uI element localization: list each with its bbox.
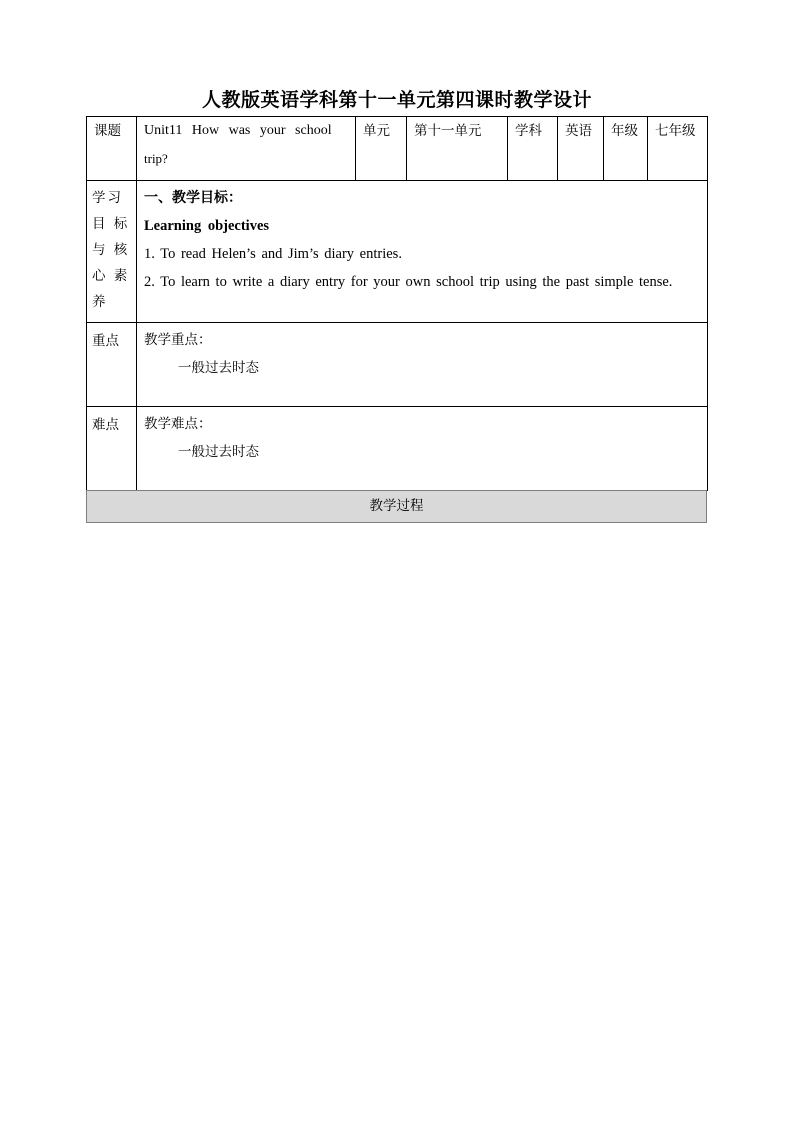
difficult-points-content (137, 407, 708, 491)
topic-value-line1: Unit11 How was your school (144, 123, 332, 138)
key-points-text: 一般过去时态 (178, 360, 259, 376)
unit-label: 单元 (356, 117, 407, 181)
objectives-row (87, 181, 708, 323)
difficult-points-label: 难点 (87, 407, 137, 491)
topic-value-line2: trip? (144, 151, 168, 166)
objectives-heading: 一、教学目标： (144, 190, 242, 206)
objectives-label-line: 心 素 (92, 268, 130, 284)
grade-value: 七年级 (648, 117, 708, 181)
objectives-label-line: 目 标 (92, 216, 130, 232)
objectives-label-line: 学习 (92, 190, 123, 206)
teaching-process-bar: 教学过程 (86, 490, 707, 523)
grade-label: 年级 (604, 117, 648, 181)
objectives-label-line: 养 (92, 294, 108, 310)
lesson-plan-table (86, 116, 708, 491)
topic-value (137, 117, 356, 181)
topic-label: 课题 (87, 117, 137, 181)
key-points-label: 重点 (87, 323, 137, 407)
objectives-label-line: 与 核 (92, 242, 130, 258)
document-title: 人教版英语学科第十一单元第四课时教学设计 (201, 89, 592, 111)
objective-item: 1. To read Helen’s and Jim’s diary entries. (144, 246, 402, 262)
header-row (87, 117, 708, 181)
subject-value: 英语 (558, 117, 604, 181)
key-points-heading: 教学重点： (144, 332, 212, 348)
subject-label: 学科 (508, 117, 558, 181)
objectives-content (137, 181, 708, 323)
objectives-label (87, 181, 137, 323)
difficult-points-row (87, 407, 708, 491)
difficult-points-heading: 教学难点： (144, 416, 212, 432)
objectives-subheading: Learning objectives (144, 218, 270, 234)
difficult-points-text: 一般过去时态 (178, 444, 259, 460)
key-points-content (137, 323, 708, 407)
objective-item: 2. To learn to write a diary entry for your own school trip using the past simple tense. (144, 274, 673, 290)
unit-value: 第十一单元 (407, 117, 508, 181)
key-points-row (87, 323, 708, 407)
